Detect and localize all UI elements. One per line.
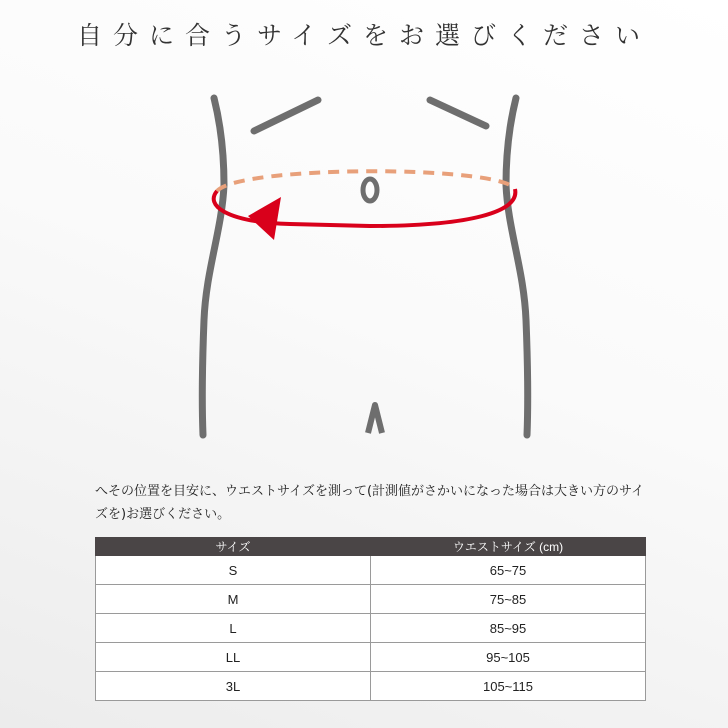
size-cell: LL [96,643,371,672]
waist-cell: 105~115 [371,672,646,701]
size-chart-table [95,537,646,701]
size-cell: L [96,614,371,643]
waist-cell: 95~105 [371,643,646,672]
arrow-head-icon [248,197,281,240]
torso-left-outline [202,98,224,435]
left-rib-line [254,100,318,131]
waist-cell: 65~75 [371,556,646,585]
header-waist: ウエストサイズ (cm) [371,538,646,556]
size-cell: S [96,556,371,585]
navel-icon [363,179,377,201]
measurement-note: へその位置を目安に、ウエストサイズを測って(計測値がさかいになった場合は大きい方のサイズを)お選びください。 [95,484,645,522]
table-row [96,672,646,701]
waist-cell: 85~95 [371,614,646,643]
size-cell: M [96,585,371,614]
groin-mark [368,405,382,433]
table-header-row [96,538,646,556]
table-row [96,614,646,643]
waist-cell: 75~85 [371,585,646,614]
header-size: サイズ [96,538,371,556]
right-rib-line [430,100,486,126]
table-row [96,643,646,672]
torso-right-outline [506,98,528,435]
table-row [96,556,646,585]
size-cell: 3L [96,672,371,701]
page-title: 自分に合うサイズをお選びください [76,21,651,50]
table-row [96,585,646,614]
